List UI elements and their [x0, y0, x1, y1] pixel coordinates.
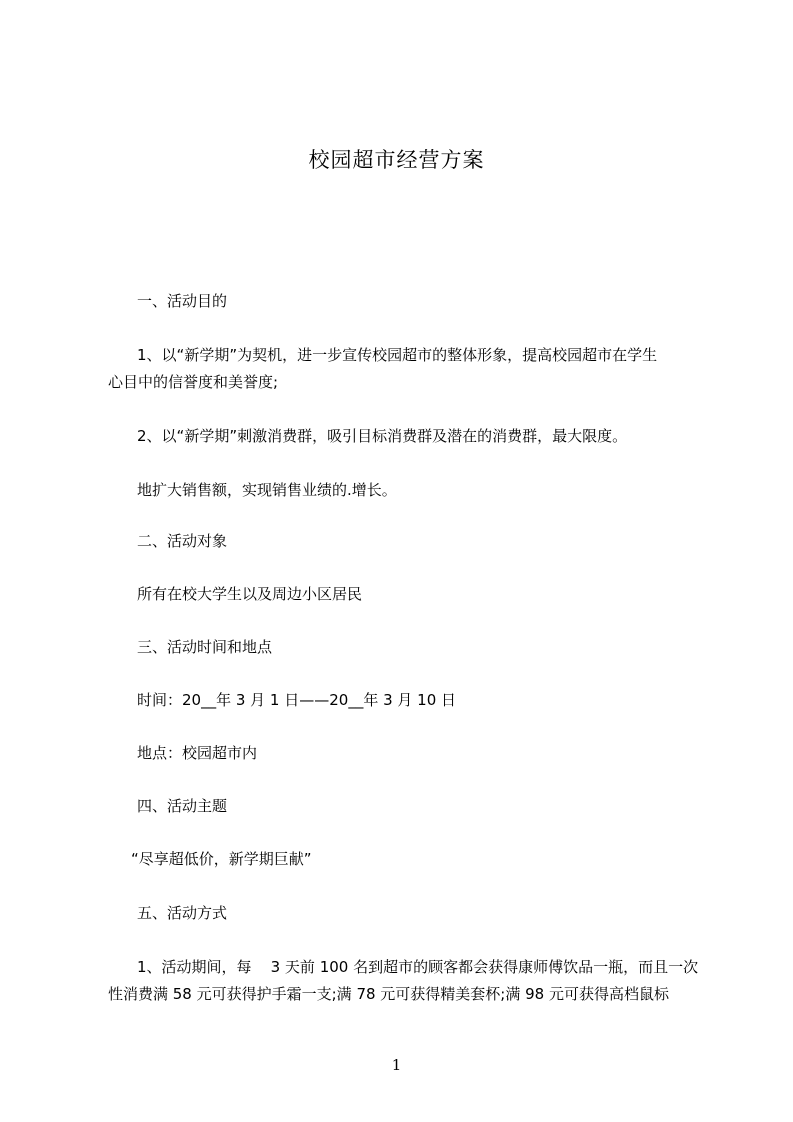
section-heading-method: 五、活动方式: [137, 904, 228, 922]
paragraph-line: 2、以“新学期”刺激消费群，吸引目标消费群及潜在的消费群，最大限度。: [137, 427, 628, 445]
paragraph-line: 性消费满 58 元可获得护手霜一支;满 78 元可获得精美套杯;满 98 元可获得高档鼠标: [108, 985, 669, 1003]
section-heading-theme: 四、活动主题: [137, 797, 228, 815]
paragraph-line: 地点：校园超市内: [137, 744, 258, 762]
paragraph-line: 心目中的信誉度和美誉度;: [108, 373, 279, 391]
section-heading-purpose: 一、活动目的: [137, 292, 228, 310]
paragraph-line: 地扩大销售额，实现销售业绩的.增长。: [137, 481, 397, 499]
section-heading-target: 二、活动对象: [137, 532, 228, 550]
paragraph-line: “尽享超低价，新学期巨献”: [131, 850, 312, 868]
paragraph-line: 所有在校大学生以及周边小区居民: [137, 585, 363, 603]
paragraph-line: 1、活动期间，每 3 天前 100 名到超市的顾客都会获得康师傅饮品一瓶，而且一次: [137, 958, 699, 976]
paragraph-line: 1、以“新学期”为契机，进一步宣传校园超市的整体形象，提高校园超市在学生: [137, 346, 658, 364]
document-title: 校园超市经营方案: [308, 148, 485, 172]
section-heading-time-place: 三、活动时间和地点: [137, 638, 273, 656]
paragraph-line: 时间：20__年 3 月 1 日——20__年 3 月 10 日: [137, 691, 457, 709]
page-number: 1: [391, 1056, 402, 1074]
